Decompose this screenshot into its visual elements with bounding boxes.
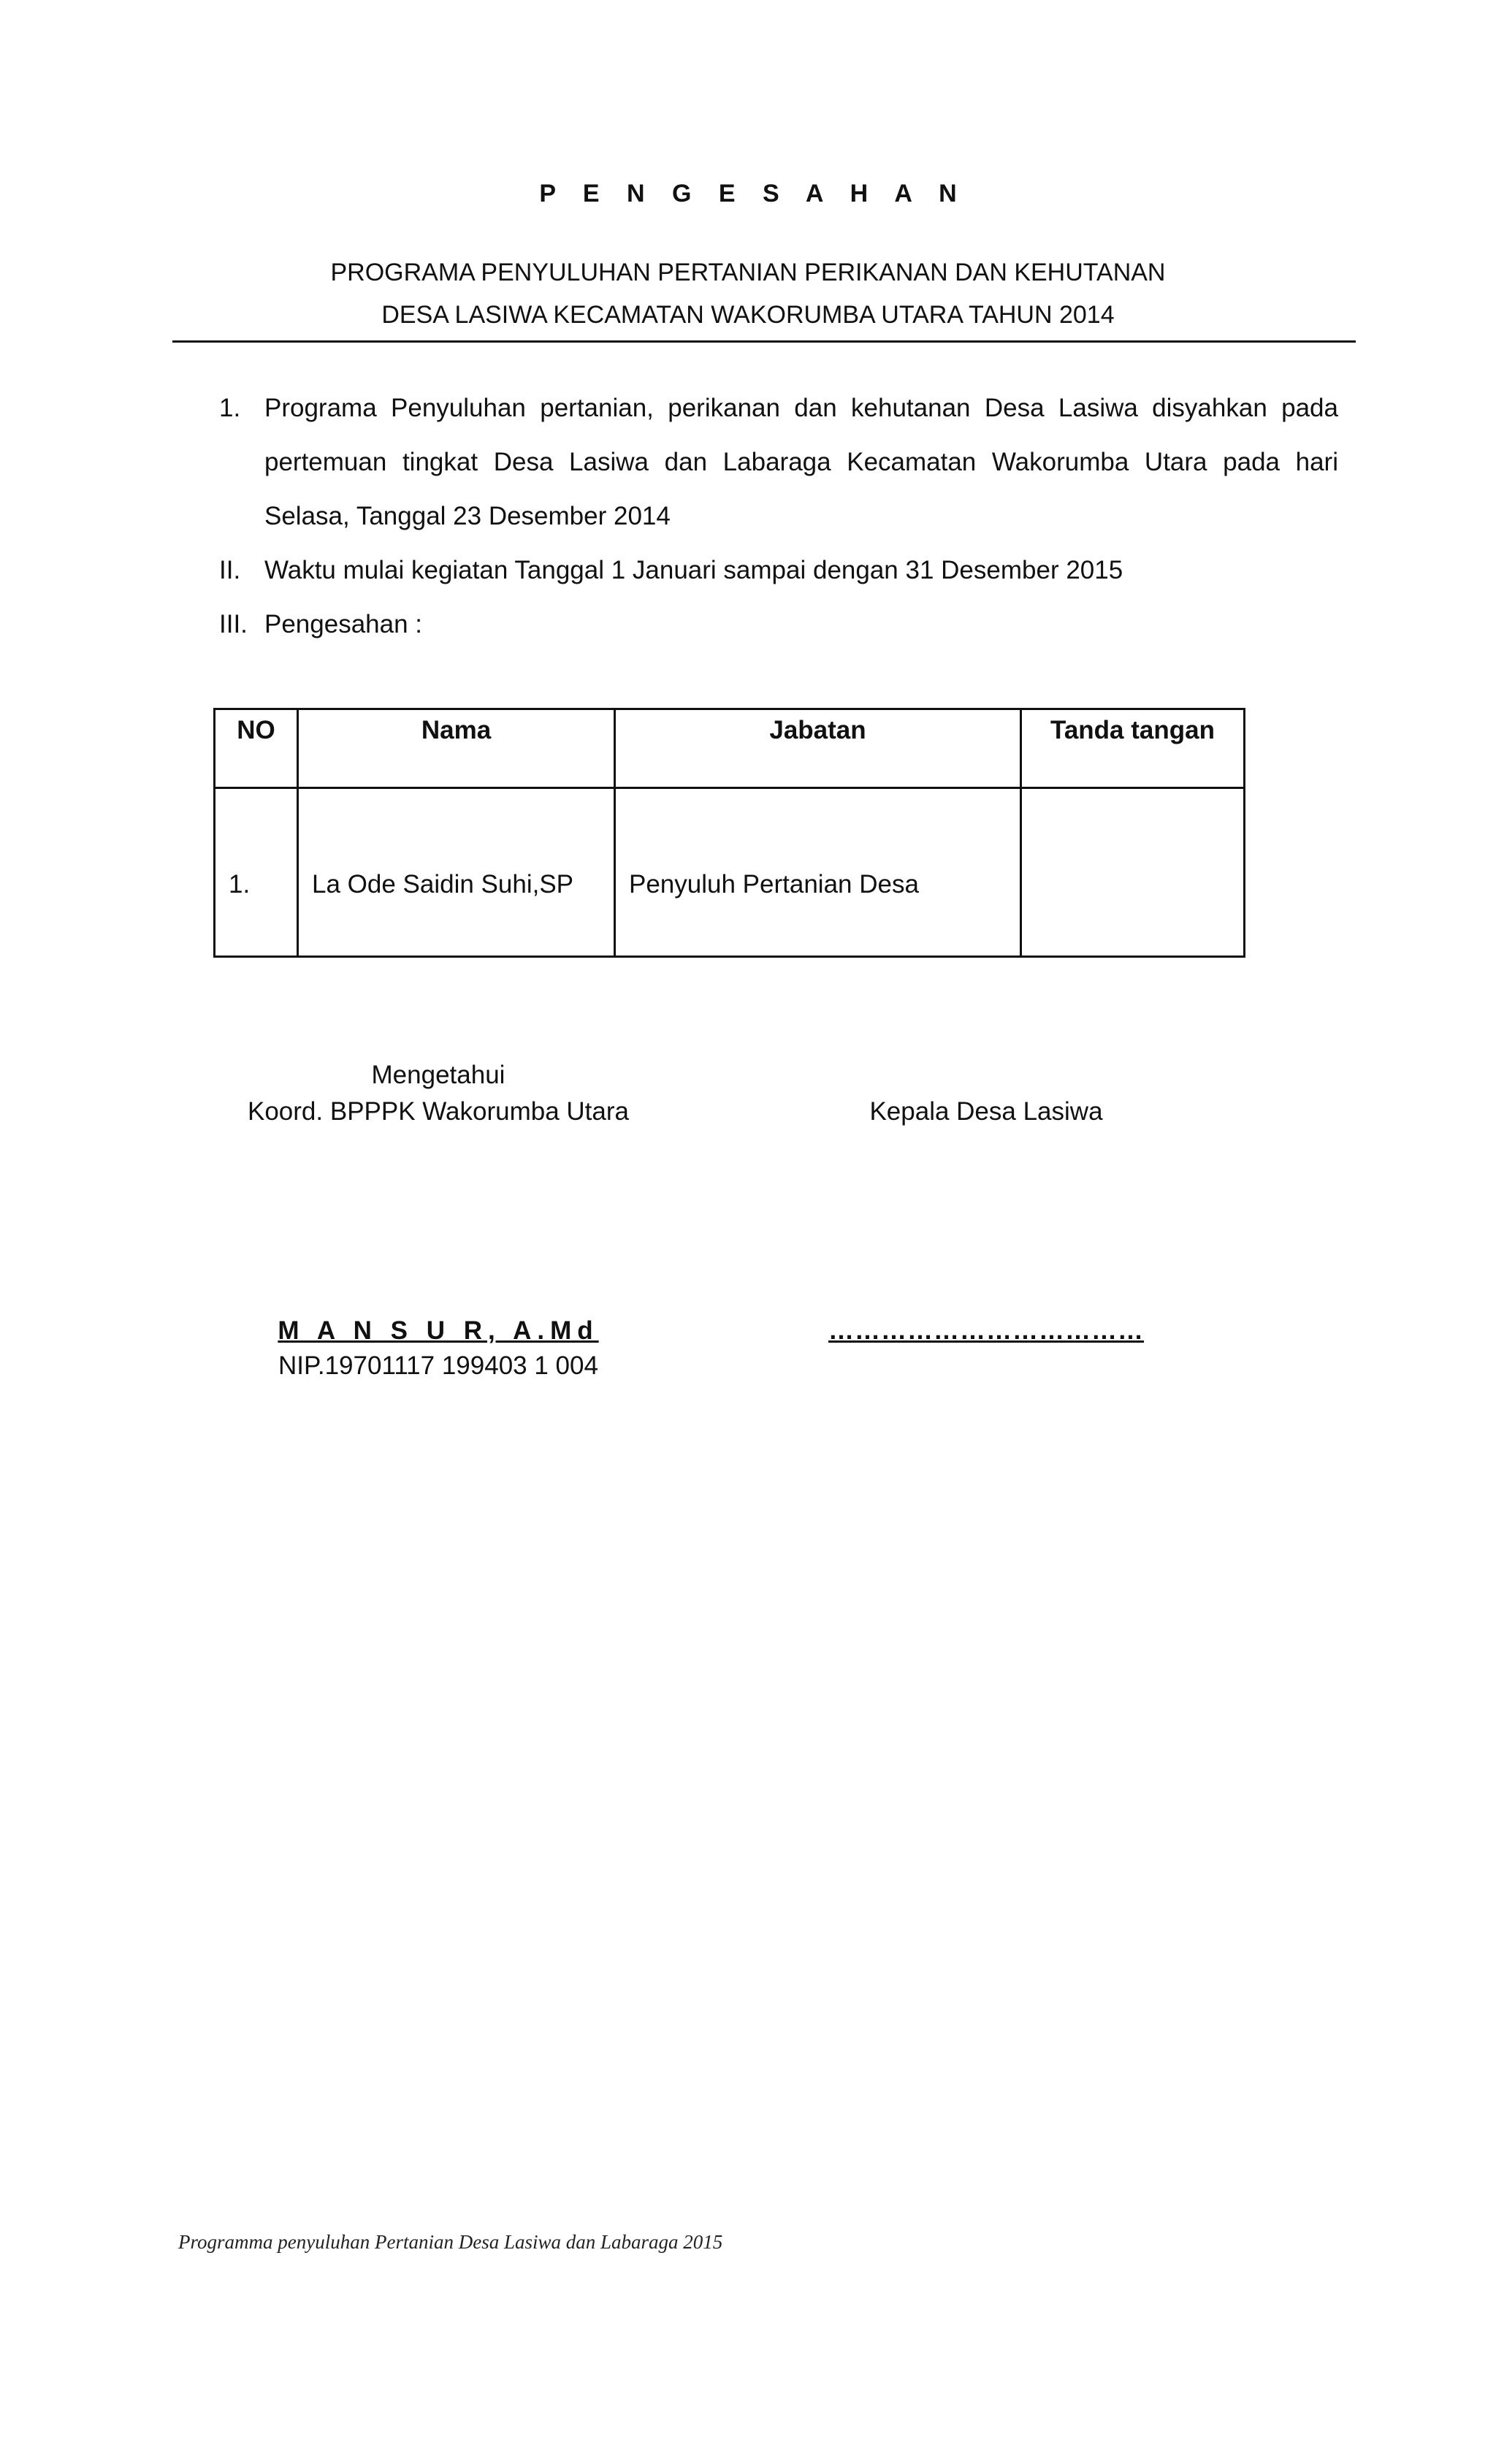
left-signature-acknowledge: Mengetahui — [371, 1061, 505, 1089]
item-1-line-3: Selasa, Tanggal 23 Desember 2014 — [264, 502, 671, 530]
right-signature-position: Kepala Desa Lasiwa — [869, 1097, 1103, 1126]
left-signature-position: Koord. BPPPK Wakorumba Utara — [248, 1097, 629, 1126]
header-nama: Nama — [298, 709, 615, 788]
header-tanda-tangan: Tanda tangan — [1021, 709, 1245, 788]
cell-nama: La Ode Saidin Suhi,SP — [298, 788, 615, 957]
item-1-number: 1. — [219, 394, 241, 422]
table-header-row — [215, 709, 1245, 788]
item-1-line-1: Programa Penyuluhan pertanian, perikanan dan kehutanan Desa Lasiwa disyahkan pada — [264, 394, 1338, 422]
cell-tanda-tangan — [1021, 788, 1245, 957]
header-no: NO — [215, 709, 298, 788]
table-row — [215, 788, 1245, 957]
approval-table — [213, 708, 1245, 958]
title-divider — [172, 340, 1356, 343]
left-signature-name — [205, 1316, 672, 1346]
document-subtitle-line-2: DESA LASIWA KECAMATAN WAKORUMBA UTARA TAHUN 2014 — [381, 301, 1115, 329]
document-subtitle-line-1: PROGRAMA PENYULUHAN PERTANIAN PERIKANAN DAN KEHUTANAN — [330, 259, 1166, 286]
page-footer: Programma penyuluhan Pertanian Desa Lasiwa dan Labaraga 2015 — [178, 2231, 723, 2253]
item-3-line-1: Pengesahan : — [264, 610, 423, 638]
item-3-number: III. — [219, 610, 248, 638]
item-2-number: II. — [219, 556, 241, 584]
header-jabatan: Jabatan — [615, 709, 1021, 788]
item-1-line-2: pertemuan tingkat Desa Lasiwa dan Labaraga Kecamatan Wakorumba Utara pada hari — [264, 448, 1338, 476]
cell-jabatan: Penyuluh Pertanian Desa — [615, 788, 1021, 957]
item-2-line-1: Waktu mulai kegiatan Tanggal 1 Januari sampai dengan 31 Desember 2015 — [264, 556, 1123, 584]
cell-no: 1. — [215, 788, 298, 957]
left-signature-nip: NIP.19701117 199403 1 004 — [278, 1351, 598, 1380]
right-signatory-placeholder: ……………………………… — [828, 1316, 1144, 1345]
document-title: P E N G E S A H A N — [539, 180, 967, 207]
right-signature-name — [804, 1316, 1169, 1346]
left-signatory-name: M A N S U R, A.Md — [278, 1316, 599, 1345]
